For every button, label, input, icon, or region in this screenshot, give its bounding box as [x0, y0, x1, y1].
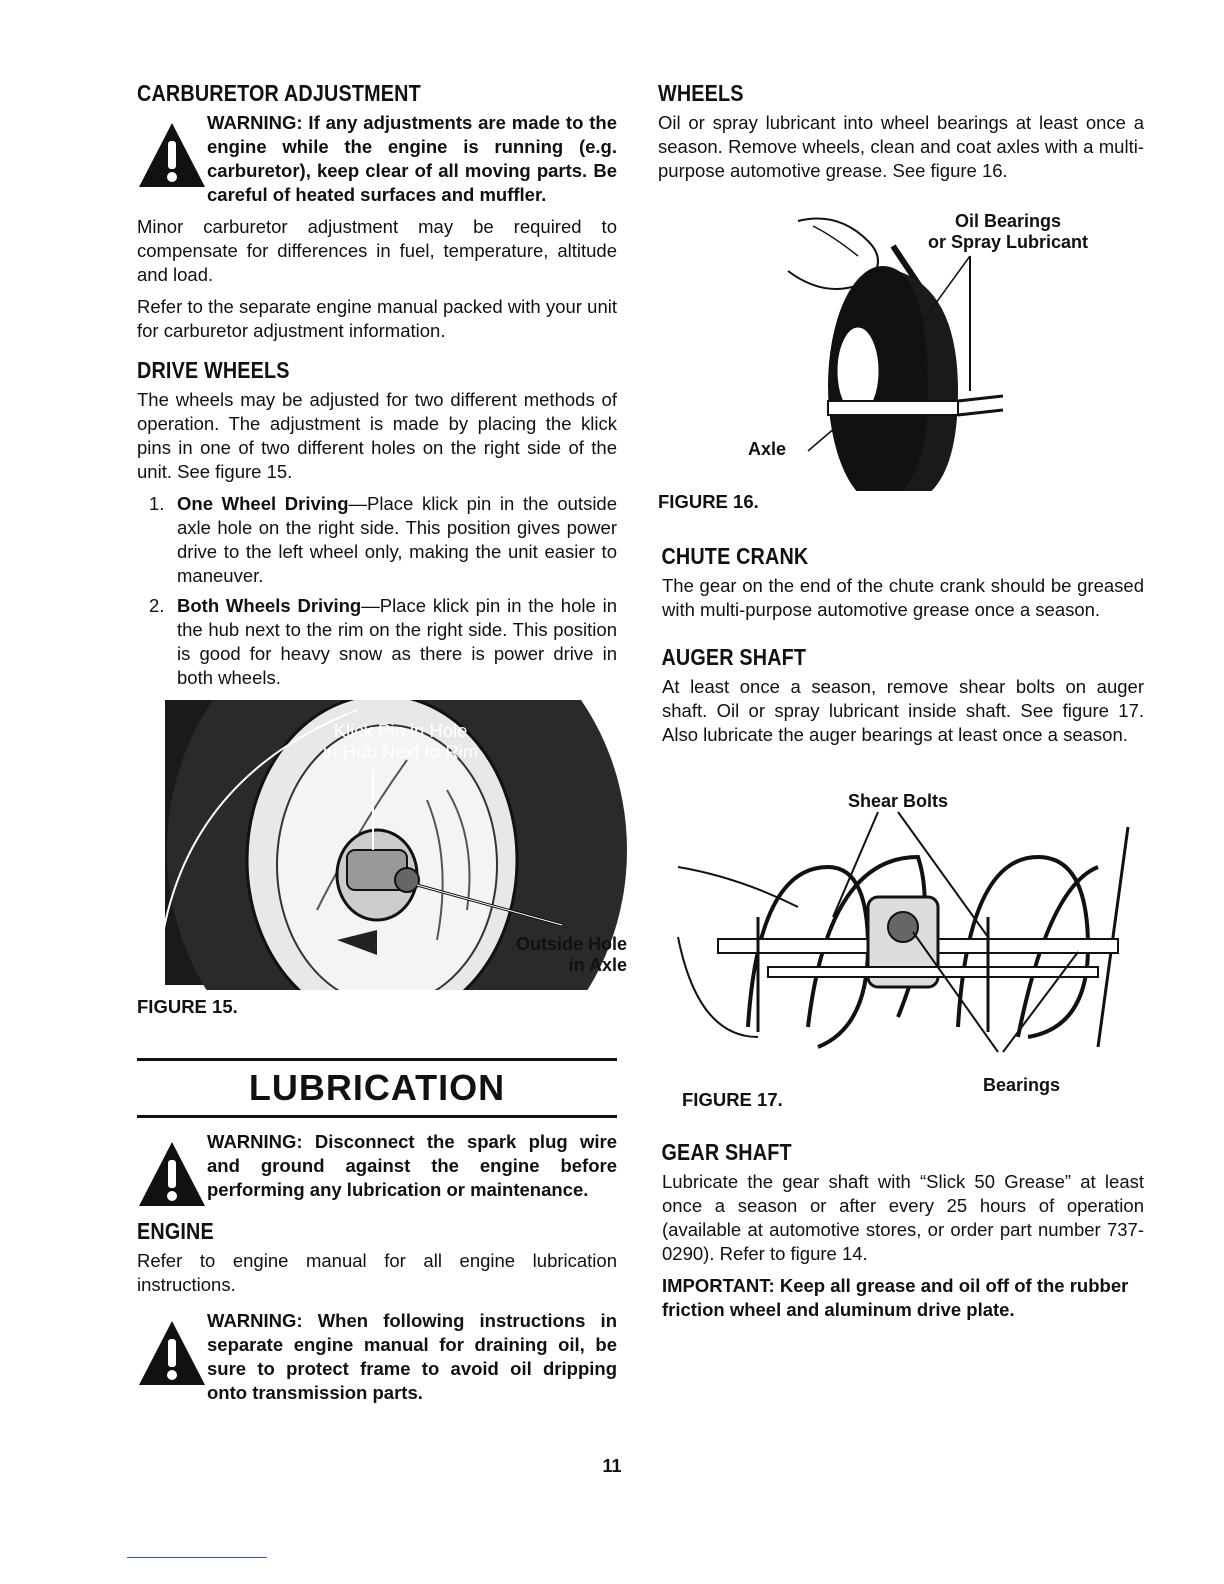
klick-pin-callout — [323, 720, 478, 762]
footer-line — [127, 1557, 267, 1558]
wheels-paragraph: Oil or spray lubricant into wheel bearings at least once a season. Remove wheels, clean and coat axles with a multi-purpose automotive grease. See figure 16. — [658, 112, 1144, 181]
figure-15-caption: FIGURE 15. — [137, 996, 238, 1017]
lubrication-warning — [137, 1130, 617, 1210]
step-number: 2. — [149, 595, 165, 616]
wheels-heading: WHEELS — [658, 80, 744, 106]
warning-triangle-icon — [137, 1319, 207, 1389]
lubrication-warning-text: WARNING: Disconnect the spark plug wire and ground against the engine before performing any lubrication or maintenance. — [207, 1131, 617, 1200]
carburetor-paragraph-1: Minor carburetor adjustment may be required to compensate for differences in fuel, temperature, altitude and load. — [137, 216, 617, 285]
step-lead: Both Wheels Driving — [177, 595, 362, 616]
figure-16-caption: FIGURE 16. — [658, 491, 759, 512]
gear-shaft-heading: GEAR SHAFT — [661, 1139, 792, 1165]
figure-17 — [658, 767, 1144, 1110]
chute-crank-paragraph: The gear on the end of the chute crank should be greased with multi-purpose automotive grease once a season. — [662, 575, 1144, 620]
engine-paragraph: Refer to engine manual for all engine lubrication instructions. — [137, 1250, 617, 1295]
outside-hole-callout-line-2: in Axle — [568, 955, 627, 975]
warning-triangle-icon — [137, 1140, 207, 1210]
carburetor-warning-text: WARNING: If any adjustments are made to the engine while the engine is running (e.g. carburetor), keep clear of all moving parts. Be careful of heated surfaces and muffler. — [207, 112, 617, 205]
figure-17-caption: FIGURE 17. — [682, 1089, 783, 1110]
oil-bearings-callout-line-2: or Spray Lubricant — [928, 232, 1089, 252]
step-lead: One Wheel Driving — [177, 493, 349, 514]
klick-pin-callout-line-1: Klick Pin in Hole — [333, 720, 468, 741]
list-item — [137, 492, 617, 588]
chute-crank-heading: CHUTE CRANK — [661, 543, 809, 569]
lubrication-title: LUBRICATION — [248, 1067, 506, 1108]
oil-bearings-callout-line-1: Oil Bearings — [955, 211, 1062, 231]
drive-wheels-paragraph: The wheels may be adjusted for two different methods of operation. The adjustment is made by placing the klick pins in one of two different holes on the right side of the unit. See figure 15. — [137, 389, 617, 482]
lubrication-banner — [137, 1058, 617, 1118]
drive-wheels-steps — [137, 492, 617, 690]
step-text: —Place klick pin in the hole in the hub next to the rim on the right side. This position is good for heavy snow as there is power drive in both wheels. — [177, 595, 617, 688]
engine-warning — [137, 1309, 617, 1405]
outside-hole-callout — [497, 934, 627, 976]
engine-warning-text: WARNING: When following instructions in separate engine manual for draining oil, be sure to protect frame to avoid oil dripping onto transmission parts. — [207, 1310, 617, 1403]
drive-wheels-heading: DRIVE WHEELS — [137, 357, 290, 383]
list-item — [137, 594, 617, 690]
engine-heading: ENGINE — [137, 1218, 214, 1244]
klick-pin-callout-line-2: in Hub Next to Rim — [323, 741, 479, 762]
step-text: —Place klick pin in the outside axle hole on the right side. This position gives power drive to the left wheel only, making the unit easier to maneuver. — [177, 493, 618, 586]
right-column — [658, 80, 1144, 1330]
carburetor-heading: CARBURETOR ADJUSTMENT — [137, 80, 421, 106]
auger-shaft-heading: AUGER SHAFT — [661, 644, 807, 670]
gear-shaft-paragraph: Lubricate the gear shaft with “Slick 50 Grease” at least once a season or after every 25 hours of operation (available at automotive stores, or order part number 737-0290). Refer to figure 14. — [662, 1171, 1144, 1264]
gear-shaft-important: IMPORTANT: Keep all grease and oil off of the rubber friction wheel and aluminum drive plate. — [662, 1275, 1129, 1320]
shear-bolts-callout: Shear Bolts — [848, 791, 949, 811]
auger-drawing — [658, 767, 1144, 1097]
lubrication-rule-top — [137, 1058, 617, 1061]
lubrication-rule-bottom — [137, 1115, 617, 1118]
figure-15 — [137, 700, 627, 990]
left-column — [137, 80, 627, 1413]
outside-hole-callout-line-1: Outside Hole — [515, 934, 627, 954]
step-number: 1. — [149, 493, 165, 514]
warning-triangle-icon — [137, 121, 207, 191]
page-number: 11 — [602, 1456, 622, 1476]
auger-shaft-paragraph: At least once a season, remove shear bolts on auger shaft. Oil or spray lubricant inside shaft. See figure 17. Also lubricate the auger bearings at least once a season. — [662, 676, 1144, 745]
axle-callout: Axle — [748, 439, 787, 459]
figure-16 — [658, 191, 1144, 491]
carburetor-paragraph-2: Refer to the separate engine manual packed with your unit for carburetor adjustment information. — [137, 296, 617, 341]
carburetor-warning — [137, 111, 617, 207]
oil-bearings-callout — [928, 211, 1088, 253]
bearings-callout: Bearings — [983, 1075, 1061, 1095]
